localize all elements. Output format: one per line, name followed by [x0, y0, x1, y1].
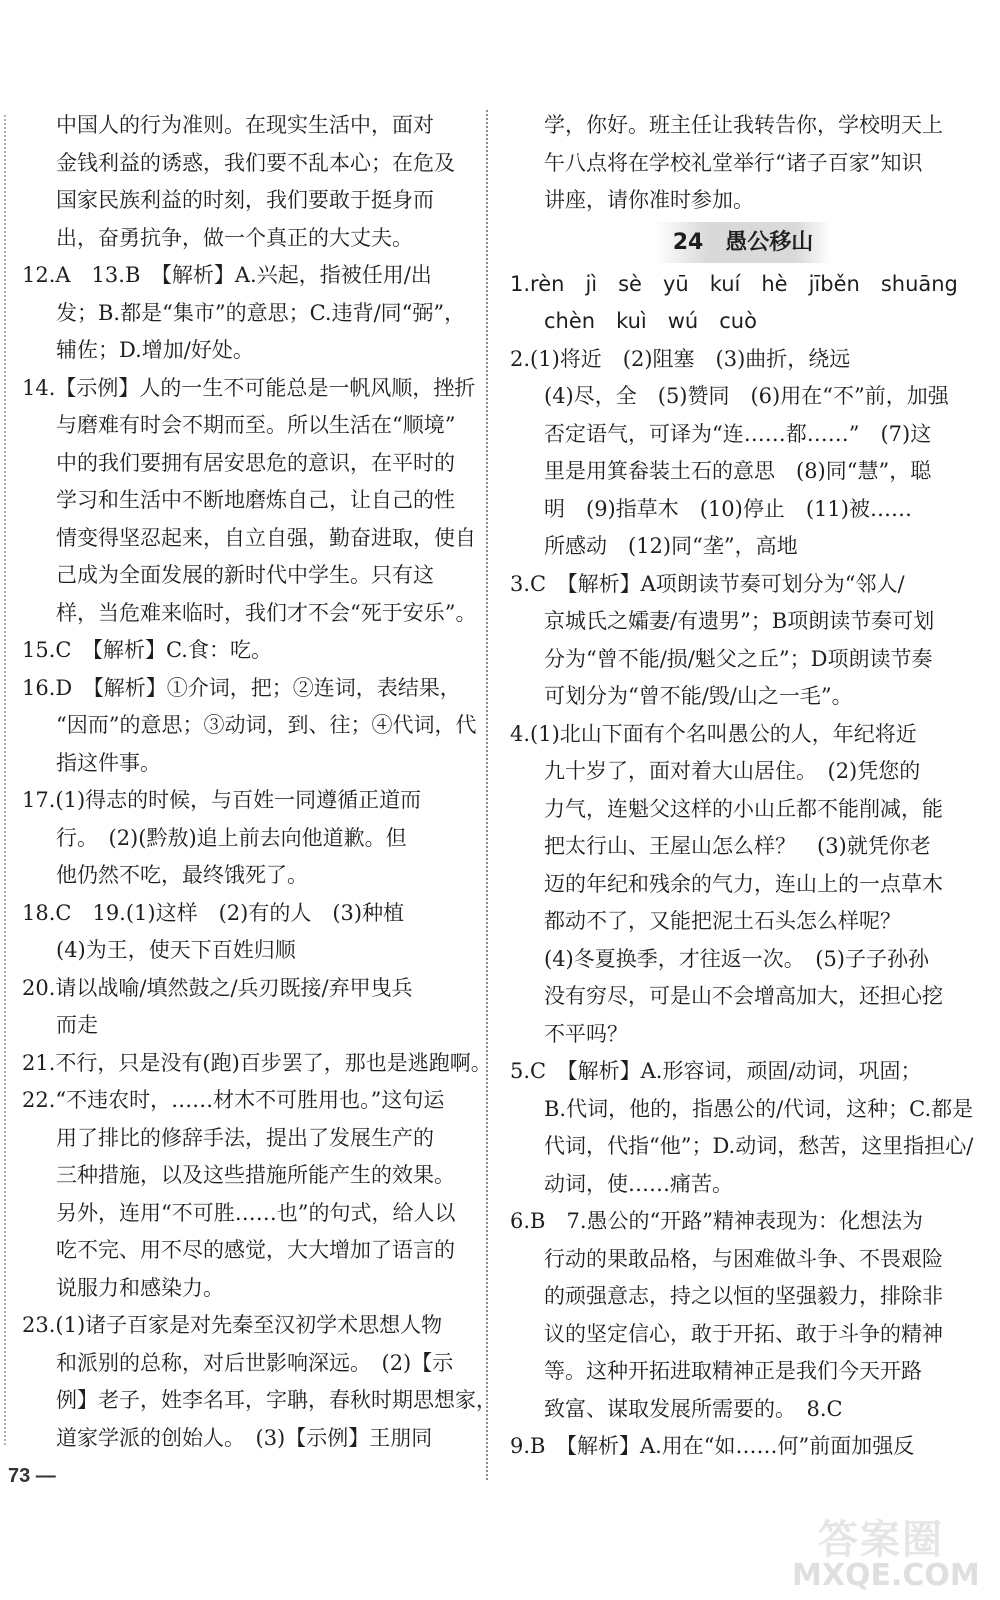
text-line: 力气，连魁父这样的小山丘都不能削减，能: [544, 796, 943, 821]
text-line: 中的我们要拥有居安思危的意识，在平时的: [56, 450, 455, 475]
page-number: 73 —: [8, 1465, 56, 1487]
text-line: 21.不行，只是没有(跑)百步罢了，那也是逃跑啊。: [22, 1050, 492, 1075]
text-line: 道家学派的创始人。 (3)【示例】王朋同: [56, 1425, 433, 1450]
text-line: 3.C 【解析】A项朗读节奏可划分为“邻人/: [510, 571, 905, 596]
text-line: 5.C 【解析】A.形容词，顽固/动词，巩固；: [510, 1059, 922, 1083]
text-line: (4)为王，使天下百姓归顺: [56, 938, 296, 962]
text-line: (4)冬夏换季，才往返一次。 (5)子子孙孙: [544, 946, 929, 971]
text-line: 15.C 【解析】C.食：吃。: [22, 638, 272, 662]
text-line: 学习和生活中不断地磨炼自己，让自己的性: [56, 488, 455, 512]
text-line: 吃不完、用不尽的感觉，大大增加了语言的: [56, 1238, 455, 1262]
right-top-block: [510, 107, 976, 220]
text-line: 中国人的行为准则。在现实生活中，面对: [56, 113, 434, 137]
text-line: 1.rèn jì sè yū kuí hè jīběn shuāng: [510, 271, 958, 296]
text-line: 等。这种开拓进取精神正是我们今天开路: [544, 1359, 922, 1383]
text-line: 12.A 13.B 【解析】A.兴起，指被任用/出: [22, 263, 432, 287]
text-line: 里是用箕畚装土石的意思 (8)同“慧”，聪: [544, 459, 932, 483]
text-line: 金钱利益的诱惑，我们要不乱本心；在危及: [56, 150, 455, 175]
text-line: 4.(1)北山下面有个名叫愚公的人，年纪将近: [510, 721, 917, 746]
text-line: 国家民族利益的时刻，我们要敢于挺身而: [56, 188, 434, 212]
text-line: 16.D 【解析】①介词，把；②连词，表结果，: [22, 675, 461, 700]
text-line: 与磨难有时会不期而至。所以生活在“顺境”: [56, 413, 456, 437]
section-heading: [510, 220, 976, 266]
text-line: “因而”的意思；③动词，到、往；④代词，代: [56, 713, 477, 737]
text-line: 没有穷尽，可是山不会增高加大，还担心挖: [544, 984, 943, 1008]
text-line: 样，当危难来临时，我们才不会“死于安乐”。: [56, 600, 477, 625]
text-line: 9.B 【解析】A.用在“如……何”前面加强反: [510, 1434, 915, 1458]
text-line: 情变得坚忍起来，自立自强，勤奋进取，使自: [56, 525, 476, 550]
text-line: 的顽强意志，持之以恒的坚强毅力，排除非: [544, 1284, 943, 1308]
text-line: 23.(1)诸子百家是对先秦至汉初学术思想人物: [22, 1313, 443, 1337]
text-line: 己成为全面发展的新时代中学生。只有这: [56, 563, 434, 587]
text-line: 分为“曾不能/损/魁父之丘”；D项朗读节奏: [544, 646, 933, 671]
column-divider: [486, 110, 488, 1480]
watermark-url: MXQE.COM: [792, 1558, 980, 1593]
text-line: 另外，连用“不可胜……也”的句式，给人以: [56, 1200, 456, 1225]
text-line: 午八点将在学校礼堂举行“诸子百家”知识: [544, 150, 923, 175]
text-line: B.代词，他的，指愚公的/代词，这种；C.都是: [544, 1096, 974, 1121]
text-line: 可划分为“曾不能/毁/山之一毛”。: [544, 684, 853, 708]
text-line: 都动不了，又能把泥土石头怎么样呢？: [544, 909, 901, 933]
text-line: 22.“不违农时，……材木不可胜用也。”这句运: [22, 1088, 445, 1112]
text-line: 行。 (2)(黔敖)追上前去向他道歉。但: [56, 825, 407, 850]
text-line: chèn kuì wú cuò: [544, 309, 757, 333]
left-margin-rule: [4, 115, 6, 1445]
section-title: 24 愚公移山: [655, 222, 832, 264]
text-line: 指这件事。: [56, 750, 161, 775]
text-line: 三种措施，以及这些措施所能产生的效果。: [56, 1163, 455, 1187]
text-line: 代词，代指“他”；D.动词，愁苦，这里指担心/: [544, 1134, 974, 1158]
text-line: 用了排比的修辞手法，提出了发展生产的: [56, 1125, 434, 1150]
text-line: 不平吗？: [544, 1021, 628, 1046]
text-line: 14.【示例】人的一生不可能总是一帆风顺，挫折: [22, 375, 476, 400]
text-line: 把太行山、王屋山怎么样？ (3)就凭你老: [544, 834, 931, 858]
text-line: 所感动 (12)同“垄”，高地: [544, 534, 798, 558]
text-line: 否定语气，可译为“连……都……” (7)这: [544, 421, 932, 446]
text-line: 明 (9)指草木 (10)停止 (11)被……: [544, 496, 912, 521]
text-line: 17.(1)得志的时候，与百姓一同遵循正道而: [22, 788, 422, 812]
text-line: 学，你好。班主任让我转告你，学校明天上: [544, 113, 943, 137]
text-line: 讲座，请你准时参加。: [544, 188, 754, 212]
text-line: 行动的果敢品格，与困难做斗争、不畏艰险: [544, 1246, 943, 1271]
text-line: 京城氏之孀妻/有遗男”；B项朗读节奏可划: [544, 609, 935, 633]
text-line: 出，奋勇抗争，做一个真正的大丈夫。: [56, 225, 413, 250]
text-line: 发；B.都是“集市”的意思；C.违背/同“弼”，: [56, 300, 466, 325]
text-line: 九十岁了，面对着大山居住。 (2)凭您的: [544, 759, 921, 783]
text-line: 动词，使……痛苦。: [544, 1171, 733, 1196]
right-column: [510, 107, 976, 1466]
text-line: 说服力和感染力。: [56, 1275, 224, 1300]
right-bottom-block: [510, 266, 976, 1466]
text-line: 致富、谋取发展所需要的。 8.C: [544, 1396, 843, 1421]
text-line: (4)尽，全 (5)赞同 (6)用在“不”前，加强: [544, 384, 949, 408]
text-line: 议的坚定信心，敢于开拓、敢于斗争的精神: [544, 1321, 943, 1346]
text-line: 而走: [56, 1013, 98, 1037]
text-line: 迈的年纪和残余的气力，连山上的一点草木: [544, 871, 943, 896]
text-line: 和派别的总称，对后世影响深远。 (2)【示: [56, 1350, 454, 1375]
text-line: 2.(1)将近 (2)阻塞 (3)曲折，绕远: [510, 346, 851, 371]
text-line: 他仍然不吃，最终饿死了。: [56, 863, 308, 887]
left-column: [22, 107, 497, 1457]
watermark-logo: 答案圈: [818, 1517, 944, 1563]
text-line: 20.请以战喻/填然鼓之/兵刃既接/弃甲曳兵: [22, 975, 413, 1000]
text-line: 18.C 19.(1)这样 (2)有的人 (3)种植: [22, 900, 405, 925]
text-line: 6.B 7.愚公的“开路”精神表现为：化想法为: [510, 1209, 923, 1233]
text-line: 例】老子，姓李名耳，字聃，春秋时期思想家，: [56, 1388, 497, 1412]
text-line: 辅佐；D.增加/好处。: [56, 338, 254, 362]
